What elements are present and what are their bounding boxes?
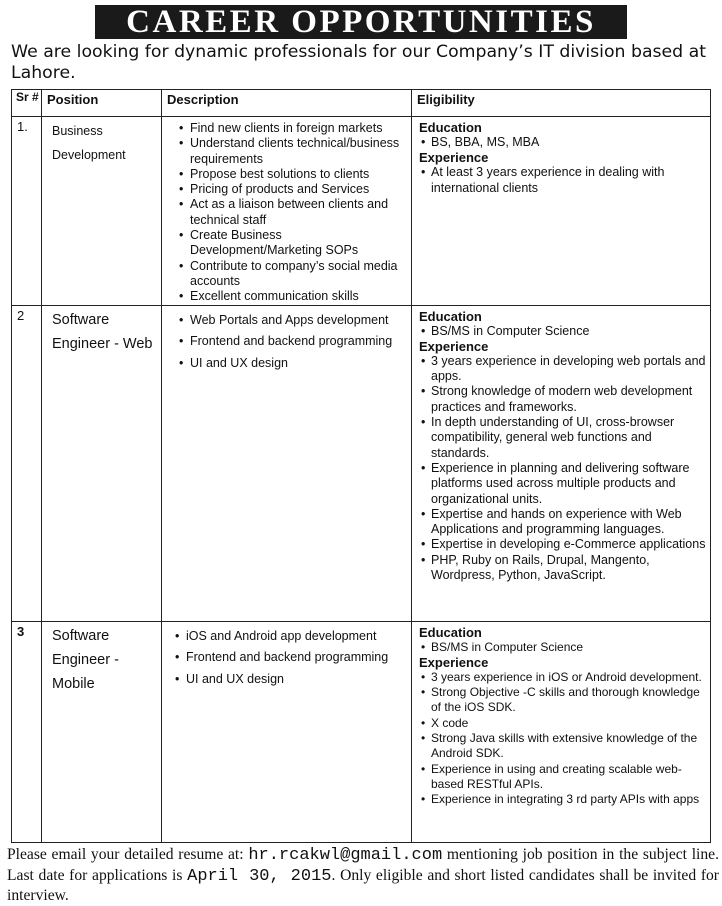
- row-description: [162, 305, 412, 621]
- list-item: • 3 years experience in iOS or Android development.: [431, 670, 707, 685]
- table-row: [12, 117, 711, 306]
- header-eligibility: Eligibility: [412, 90, 711, 117]
- education-heading: Education: [419, 624, 482, 640]
- row-position: [42, 621, 162, 842]
- footer-text: Please email your detailed resume at:: [7, 846, 249, 863]
- experience-heading: Experience: [419, 338, 489, 354]
- intro-text: We are looking for dynamic professionals for our Company’s IT division based at Lahore.: [11, 42, 707, 83]
- list-item: • Experience in planning and delivering software platforms used across multiple products and organizational units.: [431, 461, 707, 507]
- row-eligibility: [412, 117, 711, 306]
- page-title: CAREER OPPORTUNITIES: [95, 5, 627, 39]
- experience-heading: Experience: [419, 150, 489, 166]
- list-item: • BS, BBA, MS, MBA: [431, 135, 707, 150]
- list-item: • Experience in using and creating scalable web-based RESTful APIs.: [431, 762, 707, 793]
- list-item: • At least 3 years experience in dealing with international clients: [431, 165, 707, 196]
- row-position: [42, 117, 162, 306]
- header-position: Position: [42, 90, 162, 117]
- list-item: • Create Business Development/Marketing SOPs: [190, 228, 409, 259]
- list-item: • Understand clients technical/business requirements: [190, 136, 409, 167]
- position-line: Business: [52, 124, 103, 138]
- row-eligibility: [412, 305, 711, 621]
- row-position: [42, 305, 162, 621]
- jobs-table: [11, 89, 711, 843]
- table-header-row: [12, 90, 711, 117]
- list-item: • 3 years experience in developing web portals and apps.: [431, 354, 707, 385]
- list-item: • Frontend and backend programming: [186, 647, 409, 668]
- list-item: • PHP, Ruby on Rails, Drupal, Mangento, Wordpress, Python, JavaScript.: [431, 553, 707, 584]
- header-sr: Sr #: [12, 90, 42, 117]
- list-item: • Pricing of products and Services: [190, 182, 409, 197]
- list-item: • UI and UX design: [190, 353, 409, 374]
- row-eligibility: [412, 621, 711, 842]
- list-item: • Find new clients in foreign markets: [190, 121, 409, 136]
- position-line: Software: [52, 627, 110, 644]
- list-item: • Web Portals and Apps development: [190, 310, 409, 331]
- education-heading: Education: [419, 308, 482, 324]
- list-item: • Experience in integrating 3 rd party APIs with apps: [431, 792, 707, 807]
- position-line: Engineer -: [52, 651, 119, 668]
- row-description: [162, 621, 412, 842]
- list-item: • Propose best solutions to clients: [190, 167, 409, 182]
- header-description: Description: [162, 90, 412, 117]
- application-instructions: [7, 845, 719, 906]
- position-line: Development: [52, 148, 126, 162]
- list-item: • Act as a liaison between clients and technical staff: [190, 197, 409, 228]
- list-item: • BS/MS in Computer Science: [431, 324, 707, 339]
- list-item: • Expertise and hands on experience with Web Applications and programming languages.: [431, 507, 707, 538]
- footer-text: date for applications is: [38, 866, 188, 884]
- list-item: • Frontend and backend programming: [190, 331, 409, 352]
- row-sr: 2: [12, 305, 42, 621]
- list-item: • Strong Java skills with extensive knowledge of the Android SDK.: [431, 731, 707, 762]
- footer-text: . Only eligible and short listed candidates shall be invited for interview.: [7, 866, 720, 904]
- email-link[interactable]: hr.rcakwl@gmail.com: [248, 846, 443, 865]
- list-item: • Strong Objective -C skills and thorough knowledge of the iOS SDK.: [431, 685, 707, 716]
- list-item: • UI and UX design: [186, 669, 409, 690]
- row-sr: 1.: [12, 117, 42, 306]
- list-item: • BS/MS in Computer Science: [431, 640, 707, 655]
- list-item: • In depth understanding of UI, cross-browser compatibility, general web functions and standards.: [431, 415, 707, 461]
- position-line: Mobile: [52, 675, 95, 692]
- experience-heading: Experience: [419, 654, 489, 670]
- list-item: • Strong knowledge of modern web development practices and frameworks.: [431, 384, 707, 415]
- deadline-date: April 30, 2015: [187, 866, 332, 886]
- row-sr: 3: [12, 621, 42, 842]
- table-row: [12, 305, 711, 621]
- table-row: [12, 621, 711, 842]
- list-item: • Contribute to company’s social media accounts: [190, 259, 409, 290]
- education-heading: Education: [419, 120, 482, 135]
- list-item: • Expertise in developing e-Commerce applications: [431, 537, 707, 552]
- list-item: • iOS and Android app development: [186, 626, 409, 647]
- list-item: • Excellent communication skills: [190, 289, 409, 304]
- list-item: • X code: [431, 716, 707, 731]
- position-line: Engineer - Web: [52, 335, 153, 352]
- row-description: [162, 117, 412, 306]
- position-line: Software: [52, 311, 110, 328]
- footer-text: mentioning job position in the subject line. Last: [7, 846, 719, 884]
